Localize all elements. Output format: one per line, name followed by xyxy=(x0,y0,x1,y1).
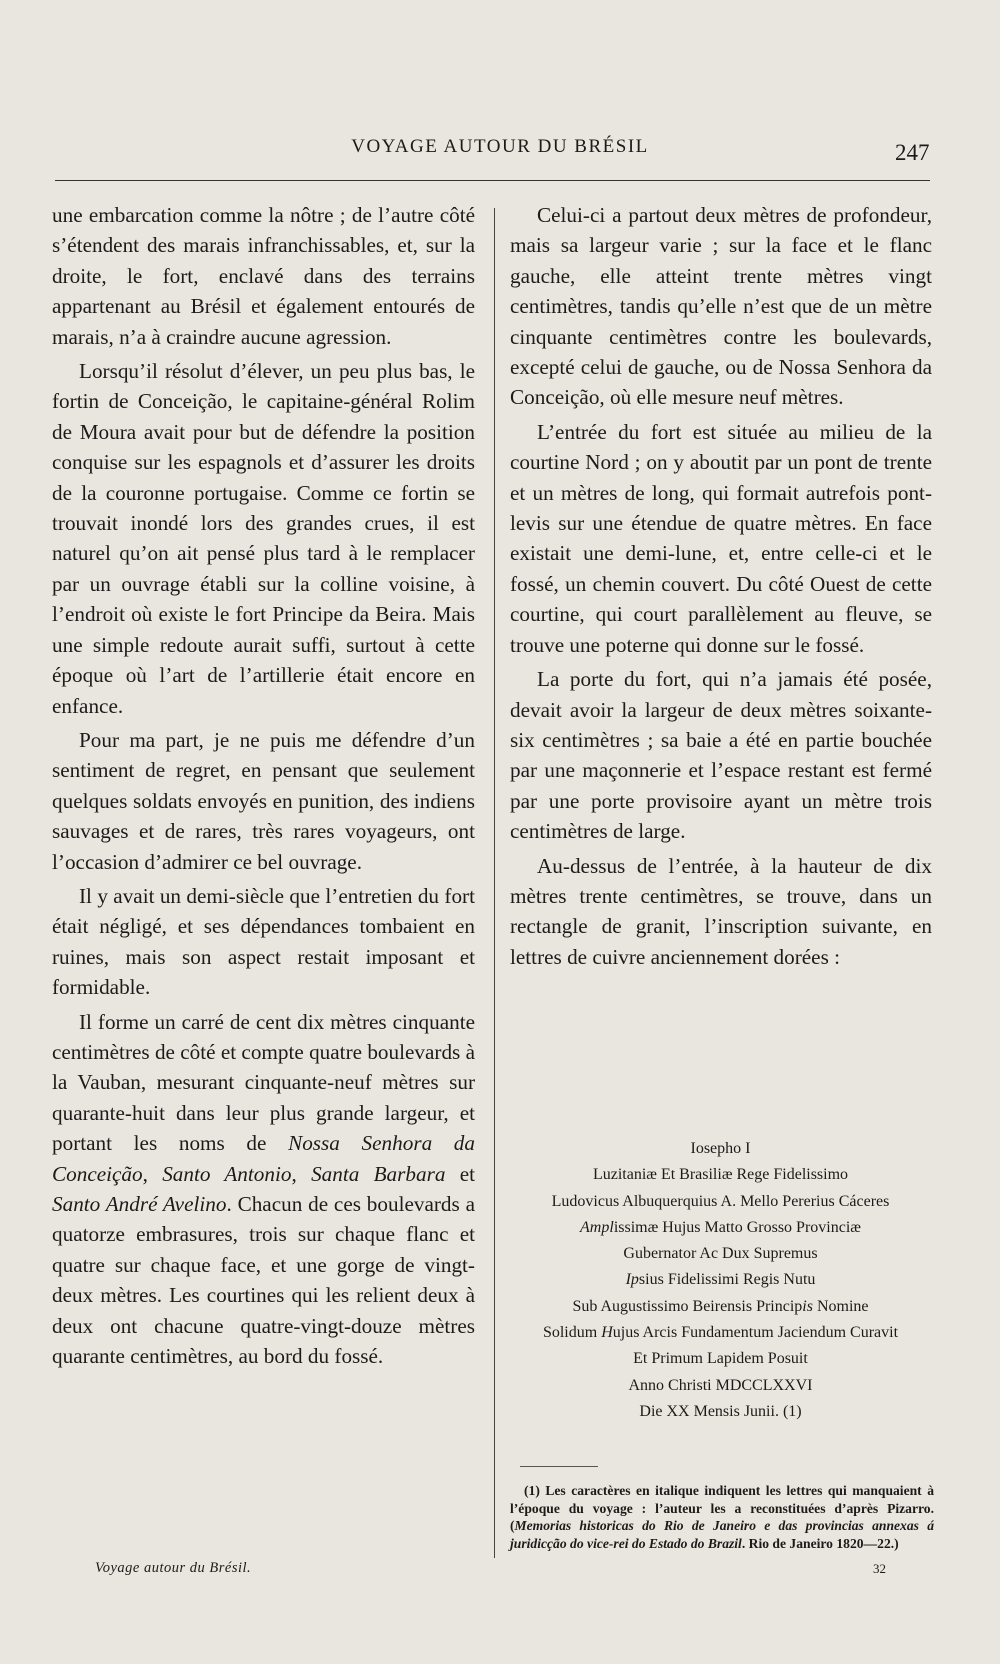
restored-letters: is xyxy=(802,1297,813,1315)
footnote-rule xyxy=(520,1466,598,1467)
page-number: 247 xyxy=(895,140,930,165)
paragraph: Pour ma part, je ne puis me défendre d’un sentiment de regret, en pensant que seulement quelques soldats envoyés en punition, des indiens sauvages et de rares, très rares voyageurs, ont l’occasion d’admirer ce bel ouvrage. xyxy=(52,727,475,874)
left-column xyxy=(52,200,475,1375)
footnote-part: . Rio de Janeiro 1820—22.) xyxy=(741,1535,899,1551)
paragraph: Au-dessus de l’entrée, à la hauteur de dix mètres trente centimètres, se trouve, dans un rectangle de granit, l’inscription suivante, en lettres de cuivre anciennement dorées : xyxy=(510,853,932,969)
separator: et xyxy=(445,1161,475,1186)
inscription-text: Nomine xyxy=(812,1297,869,1315)
paragraph: Lorsqu’il résolut d’élever, un peu plus bas, le fortin de Conceição, le capitaine-général Rolim de Moura avait pour but de défendre la position conquise sur les espagnols et d’assurer les droits de la couronne portugaise. Comme ce fortin se trouvait inondé lors des grandes crues, il est naturel qu’on ait pensé plus tard à le remplacer par un ouvrage établi sur la colline voisine, à l’endroit où existe le fort Principe da Beira. Mais une simple redoute aurait suffi, surtout à cette époque où l’art de l’artillerie était encore en enfance. xyxy=(52,359,475,718)
boulevard-name: Santo André Avelino xyxy=(52,1192,227,1216)
paragraph: une embarcation comme la nôtre ; de l’autre côté s’étendent des marais infranchissables, et, sur la droite, le fort, enclavé dans des terrains appartenant au Brésil et également entourés de marais, n’a à craindre aucune agression. xyxy=(52,203,475,349)
restored-letters: Ip xyxy=(625,1271,639,1289)
inscription-line xyxy=(508,1320,933,1346)
inscription-text: ujus Arcis Fundamentum Jaciendum Curavit xyxy=(612,1324,899,1342)
footnote xyxy=(510,1482,934,1552)
boulevard-name: Nossa Senhora da Conceição xyxy=(52,1131,475,1186)
inscription-line: Iosepho I xyxy=(690,1140,751,1157)
restored-letters: Ampl xyxy=(580,1218,614,1236)
paragraph: Celui-ci a partout deux mètres de profondeur, mais sa largeur varie ; sur la face et le flanc gauche, elle atteint trente mètres vingt centimètres, tandis qu’elle n’est que de un mètre cinquante centimètres contre les boulevards, excepté celui de gauche, ou de Nossa Senhora da Conceição, où elle mesure neuf mètres. xyxy=(510,203,932,410)
inscription-line: Luzitaniæ Et Brasiliæ Rege Fidelissimo xyxy=(592,1166,849,1184)
boulevard-name: Santo Antonio xyxy=(162,1161,292,1186)
inscription xyxy=(508,1136,933,1425)
inscription-line: Et Primum Lapidem Posuit xyxy=(633,1350,808,1368)
inscription-line: Gubernator Ac Dux Supremus xyxy=(623,1245,818,1263)
right-column xyxy=(510,200,932,976)
boulevard-name: Santa Barbara xyxy=(311,1161,446,1186)
inscription-line: Ludovicus Albuquerquius A. Mello Pererius Cáceres xyxy=(551,1192,890,1210)
inscription-line: Die XX Mensis Junii. (1) xyxy=(639,1402,802,1420)
signature-line: Voyage autour du Brésil. xyxy=(95,1560,252,1576)
signature-number: 32 xyxy=(873,1561,886,1576)
inscription-text: sius Fidelissimi Regis Nutu xyxy=(638,1271,816,1289)
paragraph: Il y avait un demi-siècle que l’entretien du fort était négligé, et ses dépendances tombaient en ruines, mais son aspect restait imposant et formidable. xyxy=(52,883,475,1000)
inscription-line: Anno Christi MDCCLXXVI xyxy=(628,1376,813,1394)
separator: , xyxy=(142,1161,163,1186)
inscription-text: issimæ Hujus Matto Grosso Provinciæ xyxy=(613,1218,861,1236)
paragraph-text: Il forme un carré de cent dix mètres cinquante centimètres de côté et compte quatre boulevards à la Vauban, mesurant cinquante-neuf mètres sur quarante-huit dans leur plus grande largeur, et portant les noms de xyxy=(52,1009,475,1156)
paragraph: La porte du fort, qui n’a jamais été posée, devait avoir la largeur de deux mètres soixante-six centimètres ; sa baie a été en partie bouchée par une maçonnerie et l’espace restant est fermé par une porte provisoire ayant un mètre trois centimètres de large. xyxy=(510,667,932,844)
column-divider xyxy=(494,208,495,1558)
inscription-line xyxy=(508,1215,933,1241)
paragraph-boulevards xyxy=(52,1007,475,1372)
inscription-line xyxy=(508,1267,933,1293)
header-rule xyxy=(55,180,930,181)
paragraph-text: . Chacun de ces boulevards a quatorze embrasures, trois sur chaque flanc et quatre sur chaque face, et une gorge de vingt-deux mètres. Les courtines qui les relient deux à deux ont chacune quatre-vingt-douze mètres quarante centimètres, au bord du fossé. xyxy=(52,1192,475,1369)
running-title: VOYAGE AUTOUR DU BRÉSIL xyxy=(351,136,649,157)
inscription-line xyxy=(508,1294,933,1320)
footnote-text xyxy=(510,1482,934,1552)
restored-letters: H xyxy=(601,1324,613,1342)
separator: , xyxy=(291,1161,312,1186)
footnote-part: (1) Les caractères en italique indiquent les lettres qui manquaient à l’époque du voyage : l’auteur les a reconstituées d’après Pizarro. ( xyxy=(510,1483,934,1533)
inscription-text: Solidum xyxy=(542,1324,602,1342)
inscription-text: Sub Augustissimo Beirensis Princip xyxy=(572,1297,803,1315)
paragraph: L’entrée du fort est située au milieu de la courtine Nord ; on y aboutit par un pont de trente et un mètres de long, qui formait autrefois pont-levis sur une étendue de quatre mètres. En face existait une demi-lune, et, entre celle-ci et le fossé, un chemin couvert. Du côté Ouest de cette courtine, qui court parallèlement au fleuve, se trouve une poterne qui donne sur le fossé. xyxy=(510,419,932,657)
footnote-citation: Memorias historicas do Rio de Janeiro e das provincias annexas á juridicção do vice-rei do Estado do Brazil xyxy=(510,1518,934,1551)
